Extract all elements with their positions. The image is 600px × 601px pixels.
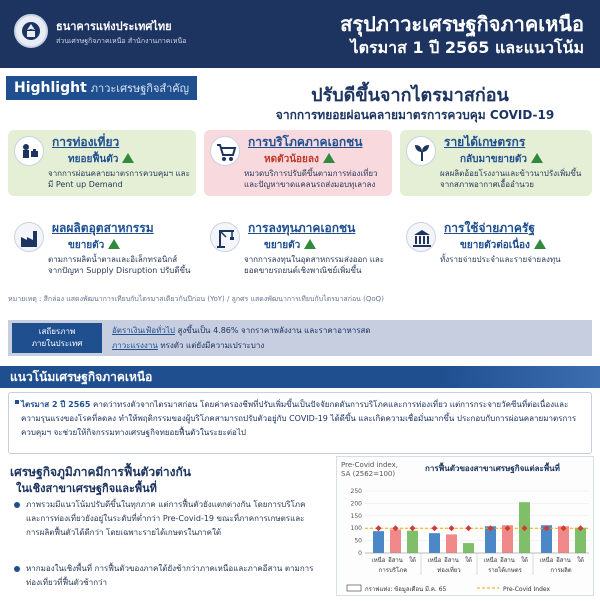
card-description: ผลผลิตอ้อยโรงงานและข้าวนาปรังเพิ่มขึ้น จากสภาพอากาศเอื้ออำนวย [440,169,582,189]
card-title: การบริโภคภาคเอกชน [248,135,363,149]
crane-icon [210,222,240,252]
chart-bar [390,529,401,553]
chart-ytick-label: 0 [358,550,362,557]
chart-group-label: ท่องเที่ยว [437,567,461,574]
chart-bar [373,531,384,553]
inflation-key: อัตราเงินเฟ้อทั่วไป [112,326,175,335]
outlook-text-box [8,392,592,454]
employment-key: ภาวะแรงงาน [112,341,158,350]
up-arrow-icon [534,239,546,249]
outlook-lead: ไตรมาส 2 ปี 2565 [21,400,91,409]
card-private-investment [204,216,392,282]
up-arrow-icon [122,153,134,163]
bank-name: ธนาคารแห่งประเทศไทย [56,20,172,33]
recovery-chart [336,456,594,596]
bank-logo [14,14,48,48]
tourist-icon [14,136,44,166]
government-building-icon [406,222,436,252]
chart-ylabel: SA (2562=100) [341,470,396,478]
page-title: สรุปภาวะเศรษฐกิจภาคเหนือ [340,12,584,36]
outlook-section-bar [0,366,600,388]
card-status: ทยอยฟื้นตัว [68,152,134,167]
chart-category-label: อีสาน [500,557,515,564]
sprout-icon [406,136,436,166]
card-industrial-output [8,216,196,282]
chart-group-label: รายได้เกษตร [488,567,522,574]
card-farm-income [400,130,592,196]
card-tourism [8,130,196,196]
chart-legend-bar-label: กราฟแท่ง: ข้อมูลเดือน มี.ค. 65 [365,586,447,593]
chart-bar [463,543,474,553]
regional-item: ภาพรวมมีแนวโน้มปรับดีขึ้นในทุกภาค แต่การฟื้นตัวยังแตกต่างกัน โดยการบริโภคและการท่องเที่ยวยังอยู่ในระดับที่ต่ำกว่า Pre-Covid-19 ขณะที่ภาคการเกษตรและการผลิตฟื้นตัวได้ดีกว่า โดยเฉพาะรายได้เกษตรในภาคใต้ [26,498,316,540]
card-description: จากการลงทุนในอุตสาหกรรมส่งออก และยอดขายรถยนต์เชิงพาณิชย์เพิ่มขึ้น [244,255,385,275]
card-title: รายได้เกษตรกร [444,135,526,149]
chart-legend-line-label: Pre-Covid Index [503,586,551,593]
chart-group-label: การบริโภค [378,567,408,574]
chart-category-label: ใต้ [465,557,472,564]
chart-category-label: อีสาน [444,557,459,564]
inflation-line [112,324,371,337]
outlook-body: คาดว่าทรงตัวจากไตรมาสก่อน โดยค่าครองชีพที่ปรับเพิ่มขึ้นเป็นปัจจัยกดดันการบริโภคและการท่องเที่ยว แต่การกระจายวัคซีนที่ต่อเนื่องและความรุนแรงของโรคที่ลดลง ทำให้พฤติกรรมของผู้บริโภคสามารถปรับตัวอยู่กับ COVID-19 ได้ดีขึ้น และเกิดความเชื่อมั่นมากขึ้น ประกอบกับการผ่อนคลายมาตรการควบคุมฯ จะช่วยให้กิจกรรมทางเศรษฐกิจทยอยฟื้นตัวในระยะต่อไป [21,400,577,437]
chart-svg [337,457,595,597]
chart-category-label: เหนือ [371,557,386,564]
chart-ytick-label: 200 [350,500,362,508]
card-private-consumption [204,130,392,196]
chart-category-label: เหนือ [427,557,442,564]
inflation-text: สูงขึ้นเป็น 4.86% จากราคาพลังงาน และราคาอาหารสด [174,326,371,335]
bank-emblem-icon [21,21,41,41]
header-banner [0,0,600,68]
card-title: การใช้จ่ายภาครัฐ [444,221,535,235]
card-status: ขยายตัว [68,238,120,253]
card-description: ทั้งรายจ่ายประจำและรายจ่ายลงทุน [440,255,561,264]
factory-icon [14,222,44,252]
card-description: หมวดบริการปรับดีขึ้นตามการท่องเที่ยว และปัญหาขาดแคลนรถส่งมอบทุเลาลง [244,169,378,189]
stability-box [8,320,592,356]
chart-ytick-label: 150 [350,512,362,520]
highlight-note: หมายเหตุ : สีกล่อง แสดงพัฒนาการเทียบกับไตรมาสเดียวกันปีก่อน (YoY) / ลูกศร แสดงพัฒนาการเทียบกับไตรมาสก่อน (QoQ) [8,295,384,303]
highlight-subheadline: จากการทยอยผ่อนคลายมาตรการควบคุม COVID-19 [275,108,555,122]
outlook-section-title: แนวโน้มเศรษฐกิจภาคเหนือ [10,369,153,384]
chart-bar [575,528,586,553]
highlight-headline: ปรับดีขึ้นจากไตรมาสก่อน [311,85,509,106]
card-title: การท่องเที่ยว [52,135,120,149]
up-arrow-icon [531,153,543,163]
chart-bar [446,534,457,553]
chart-category-label: อีสาน [388,557,403,564]
chart-category-label: ใต้ [577,557,584,564]
highlight-sublabel: ภาวะเศรษฐกิจสำคัญ [90,82,190,95]
chart-category-label: เหนือ [483,557,498,564]
chart-ytick-label: 100 [350,525,362,533]
card-status: กลับมาขยายตัว [460,152,543,167]
chart-reference-marker [432,525,438,531]
chart-category-label: ใต้ [409,557,416,564]
up-arrow-icon [323,153,335,163]
highlight-tab [6,76,197,100]
card-description: จากการผ่อนคลายมาตรการควบคุมฯ และมี Pent up Demand [48,169,190,189]
chart-ytick-label: 50 [354,537,362,545]
regional-title: เศรษฐกิจภูมิภาคมีการฟื้นตัวต่างกัน [10,465,191,479]
chart-reference-marker [449,525,455,531]
chart-category-label: ใต้ [521,557,528,564]
up-arrow-icon [304,239,316,249]
chart-reference-marker [466,525,472,531]
card-status: หดตัวน้อยลง [264,152,335,167]
card-title: ผลผลิตอุตสาหกรรม [52,221,154,235]
chart-category-label: อีสาน [556,557,571,564]
card-title: การลงทุนภาคเอกชน [248,221,356,235]
page-subtitle: ไตรมาส 1 ปี 2565 และแนวโน้ม [350,38,584,57]
regional-subtitle: ในเชิงสาขาเศรษฐกิจและพื้นที่ [16,482,157,495]
chart-group-label: การผลิต [550,567,572,574]
employment-text: ทรงตัว แต่ยังมีความเปราะบาง [157,341,265,350]
employment-line [112,339,264,352]
card-status: ขยายตัวต่อเนื่อง [460,238,546,253]
bank-subtitle: ส่วนเศรษฐกิจภาคเหนือ สำนักงานภาคเหนือ [56,37,187,45]
chart-ylabel: Pre-Covid index, [341,461,398,469]
regional-item: หากมองในเชิงพื้นที่ การฟื้นตัวของภาคใต้ยังช้ากว่าภาคเหนือและภาคอีสาน ตามการท่องเที่ยวที่ฟื้นตัวช้ากว่า [26,562,316,590]
chart-category-label: เหนือ [539,557,554,564]
card-status: ขยายตัว [264,238,316,253]
highlight-label: Highlight [14,80,87,96]
card-description: ตามการผลิตน้ำตาลและอิเล็กทรอนิกส์ จากปัญหา Supply Disruption ปรับดีขึ้น [48,255,191,275]
chart-reference-marker [376,525,382,531]
stability-label: เสถียรภาพ ภายในประเทศ [12,323,102,353]
up-arrow-icon [108,239,120,249]
chart-bar [429,533,440,553]
shopping-cart-icon [210,136,240,166]
chart-reference-marker [410,525,416,531]
bullet-icon [15,400,19,404]
card-government-spending [400,216,592,282]
chart-ytick-label: 250 [350,488,362,495]
chart-bar [407,531,418,553]
chart-legend-bar-swatch [347,585,361,591]
chart-title: การฟื้นตัวของสาขาเศรษฐกิจแต่ละพื้นที่ [425,464,560,473]
